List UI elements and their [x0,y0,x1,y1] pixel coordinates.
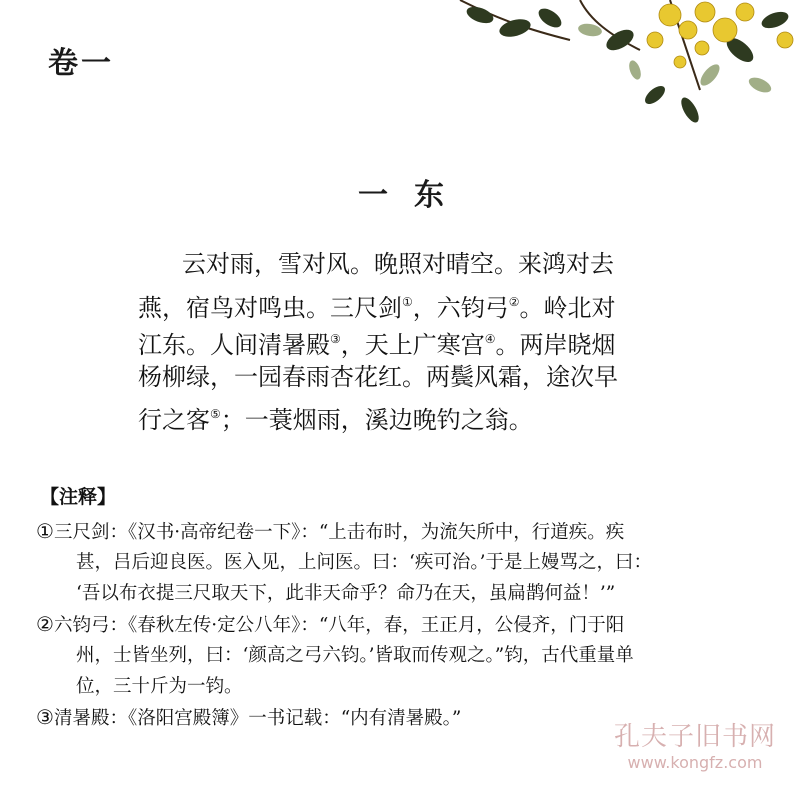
note-line: 甚，吕后迎良医。医入见，上问医。曰：‘疾可治。’于是上嫚骂之，曰： [76,552,653,573]
note-line: ‘吾以布衣提三尺取天下，此非天命乎？命乃在天，虽扁鹊何益！’” [76,583,616,604]
verse-line [138,284,698,322]
watermark [600,722,790,774]
note-text: 三尺剑：《汉书·高帝纪卷一下》：“上击布时，为流矢所中，行道疾。疾 [53,522,625,543]
note-reference[interactable]: ③ [330,332,341,346]
verse-text: ；一蓑烟雨，溪边晚钓之翁。 [220,406,533,434]
note-reference[interactable]: ① [402,294,413,309]
notes-heading: 【注释】 [40,486,117,508]
note-reference[interactable]: ② [508,294,520,309]
verse-line [138,246,698,284]
verse-text: 。两岸晓烟 [495,331,616,359]
verse-text: ，天上广寒宫 [340,331,485,359]
note-line: 位，三十斤为一钧。 [76,676,243,697]
note-line [36,516,792,547]
section-title: 一东 [358,178,470,213]
flower-illustration [440,0,800,135]
verse-text: ，六钧弓 [412,293,509,322]
verse-text: 燕，宿鸟对鸣虫。三尺剑 [138,293,402,322]
verse-line [138,396,698,434]
verse-text: 。岭北对 [519,293,616,322]
yellow-blossoms [647,2,793,68]
verse-text: 杨柳绿，一园春雨杏花红。两鬓风霜，途次早 [138,362,618,391]
watermark-url: www.kongfz.com [627,753,763,772]
note-text: 六钧弓：《春秋左传·定公八年》：“八年，春，王正月，公侵齐，门于阳 [53,615,625,636]
note-text: 清暑殿：《洛阳宫殿簿》一书记载：“内有清暑殿。” [53,708,462,729]
note-reference[interactable]: ⑤ [210,407,221,421]
verse-text: 行之客 [138,406,210,434]
verse-body [138,246,698,434]
note-item-2 [36,609,792,702]
verse-line [138,321,698,359]
leaves [464,4,790,125]
note-marker: ① [36,519,54,543]
watermark-logo-text: 孔夫子旧书网 [613,722,776,752]
note-marker: ② [36,612,54,636]
notes-section [36,516,792,733]
note-line [36,609,792,640]
note-item-1 [36,516,792,609]
note-reference[interactable]: ④ [484,332,496,346]
note-line: 州，士皆坐列，曰：‘颜高之弓六钧。’皆取而传观之。”钧，古代重量单 [76,645,634,666]
note-marker: ③ [36,705,54,729]
verse-text: 江东。人间清暑殿 [138,331,330,359]
chapter-title: 卷一 [48,46,114,81]
verse-line [138,359,698,397]
verse-text: 云对雨，雪对风。晚照对晴空。来鸿对去 [182,250,614,278]
